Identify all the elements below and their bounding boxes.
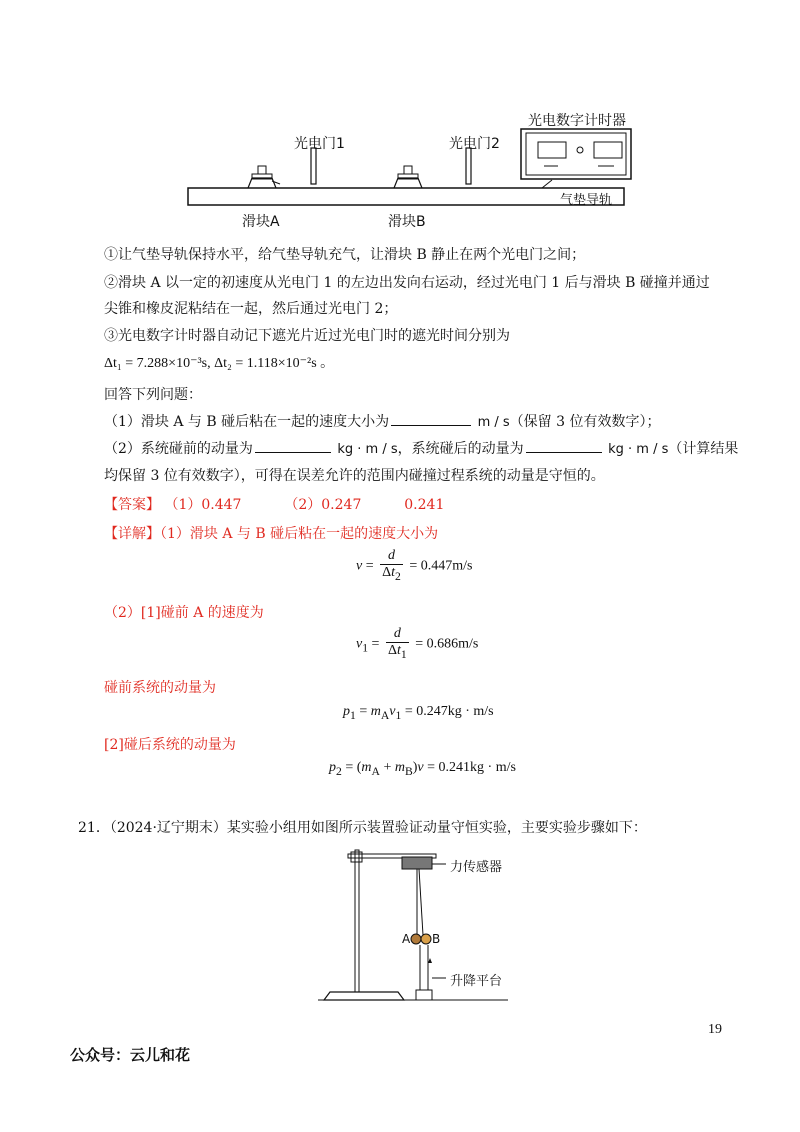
slider-a-label: 滑块A: [242, 214, 280, 230]
answer-blank-2: [255, 440, 331, 453]
answer-blank-3: [526, 440, 602, 453]
equation-3: $p_1 = m_Av_1 = 0.247kg \cdot m/s$: [343, 704, 494, 722]
slider-b-label: 滑块B: [388, 214, 426, 230]
answer-tag: 【答案】: [104, 497, 160, 513]
gate2-label: 光电门2: [449, 136, 500, 152]
answer-blank-1: [391, 413, 471, 426]
equation-1-result: = 0.447m/s: [409, 558, 473, 574]
platform-label: 升降平台: [450, 974, 503, 989]
answer-line: [104, 494, 444, 514]
equation-1: v = $\frac{d}{\Delta t_2}$ = 0.447m/s: [356, 548, 473, 583]
question-2-unit-2: kg · m / s: [608, 442, 669, 457]
step-2-line-1: ②滑块 A 以一定的初速度从光电门 1 的左边出发向右运动，经过光电门 1 后与滑块 B 碰撞并通过: [104, 275, 710, 291]
timer-label: 光电数字计时器: [528, 113, 626, 129]
answer-2: （2）0.247: [284, 497, 362, 513]
explain-3: 碰前系统的动量为: [104, 680, 216, 696]
explain-2: （2）[1]碰前 A 的速度为: [104, 605, 264, 621]
step-3-equation: Δt₁ = 7.288×10⁻³s, Δt₂ = 1.118×10⁻²s 。: [104, 356, 335, 371]
question-2-unit-1: kg · m / s: [337, 442, 398, 457]
sensor-label: 力传感器: [450, 860, 503, 875]
step-3: ③光电数字计时器自动记下遮光片近过光电门时的遮光时间分别为: [104, 328, 510, 344]
page-number: 19: [708, 1022, 722, 1037]
question-1-note: （保留 3 位有效数字）；: [509, 414, 661, 430]
track-label: 气垫导轨: [560, 193, 613, 208]
explain-line-1: [104, 523, 438, 543]
problem-21-header: 21．（2024·辽宁期末）某实验小组用如图所示装置验证动量守恒实验，主要实验步骤如下：: [78, 820, 647, 836]
ball-b-label: B: [432, 932, 441, 946]
question-1-unit: m / s: [477, 415, 510, 430]
equation-3-result: = 0.247kg · m/s: [404, 704, 494, 719]
step-1: ①让气垫导轨保持水平，给气垫导轨充气，让滑块 B 静止在两个光电门之间；: [104, 247, 586, 263]
answer-3: 0.241: [404, 497, 445, 513]
questions-intro: 回答下列问题：: [104, 387, 202, 403]
explain-1: （1）滑块 A 与 B 碰后粘在一起的速度大小为: [160, 526, 439, 542]
step-2-line-2: 尖锥和橡皮泥粘结在一起，然后通过光电门 2；: [104, 301, 398, 317]
equation-2: $v_1$ = $\frac{d}{\Delta t_1}$ = 0.686m/s: [356, 626, 479, 661]
question-2-note: （计算结果: [668, 441, 739, 457]
equation-4: $p_2 = (m_A + m_B)v = 0.241kg \cdot m/s$: [329, 760, 516, 778]
question-1-text: （1）滑块 A 与 B 碰后粘在一起的速度大小为: [104, 414, 390, 430]
answer-1: （1）0.447: [164, 497, 242, 513]
question-2-mid: ，系统碰后的动量为: [397, 441, 524, 457]
explain-4: [2]碰后系统的动量为: [104, 737, 236, 753]
question-2: [104, 438, 738, 458]
question-2-text: （2）系统碰前的动量为: [104, 441, 253, 457]
footer-account: 公众号：云儿和花: [70, 1046, 191, 1064]
equation-4-result: = 0.241kg · m/s: [427, 760, 516, 775]
ball-a-label: A: [402, 932, 411, 946]
equation-2-result: = 0.686m/s: [415, 636, 479, 652]
question-2-line-2: 均保留 3 位有效数字），可得在误差允许的范围内碰撞过程系统的动量是守恒的。: [104, 468, 605, 484]
gate1-label: 光电门1: [294, 136, 345, 152]
explain-tag: 【详解】: [104, 526, 160, 542]
question-1: [104, 411, 660, 431]
